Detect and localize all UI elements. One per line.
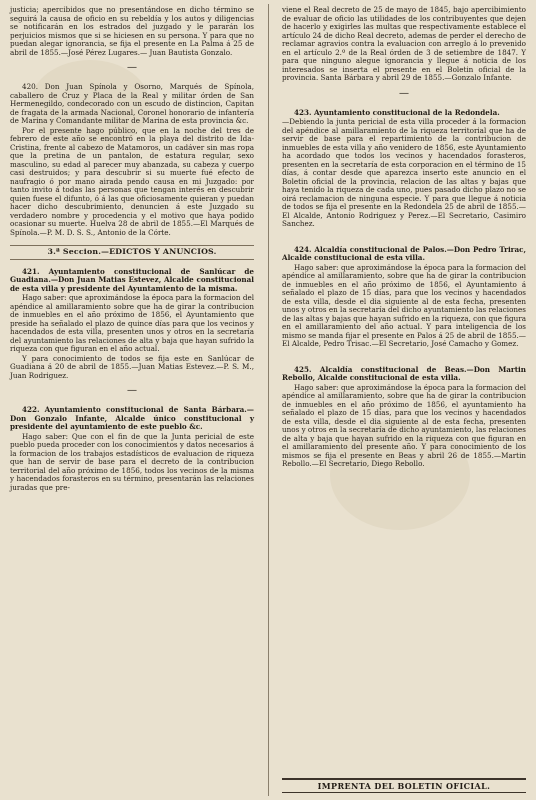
ornament-dash: — bbox=[127, 62, 137, 73]
notice-423-heading: 423. Ayuntamiento constitucional de la Redondela. bbox=[294, 107, 500, 117]
right-column bbox=[282, 6, 526, 470]
notice-421-body: Hago saber: que aproximándose la época para la formacion del apéndice al amillaramiento sobre que ha de girar la contribucion de inmuebles en el año próximo de 1856, el Ayuntamiento que preside ha señalado el plazo de quince días para que los vecinos y hacendados de esta villa, presenten unos y otros en la secretaría del ayuntamiento las relaciones de alta y baja que hayan sufrido la riqueza con que figuran en el año actual. bbox=[10, 293, 254, 353]
spacer bbox=[282, 350, 526, 366]
left-column bbox=[10, 6, 254, 493]
continuation-text: justicia; apercibidos que no presentándose en dicho término se seguirá la causa de oficio en su rebeldía y los autos y diligencias se notificarán en los estrados del juzgado y le pararán los perjuicios mismos que si se hiciesen en su persona. Y para que no puedan alegar ignorancia, se fija el presente en La Palma á 25 de abril de 1855.—José Pérez Lugares.— Juan Bautista Gonzalo. bbox=[10, 5, 254, 57]
notice-422-body: Hago saber: Que con el fin de que la Junta pericial de este pueblo pueda proceder con los conocimientos y datos necesarios á la formacion de los trabajos estadísticos de evaluacion de riqueza que han de servir de base para el decreto de la contribucion territorial del año próximo de 1856, todos los vecinos de la misma y hacendados forasteros en su término, presentarán las relaciones juradas que pre- bbox=[10, 431, 254, 492]
notice-421-close: Y para conocimiento de todos se fija este en Sanlúcar de Guadiana á 20 de abril de 1855.—Juan Matias Estevez.—P. S. M., Juan Rodriguez. bbox=[10, 353, 254, 380]
printer-footer: IMPRENTA DEL BOLETIN OFICIAL. bbox=[282, 778, 526, 793]
ornament-dash: — bbox=[127, 385, 137, 396]
section-heading: 3.ª Seccion.—EDICTOS Y ANUNCIOS. bbox=[10, 245, 254, 260]
notice-422-continuation: viene el Real decreto de 25 de mayo de 1845, bajo apercibimiento de evaluar de oficio las utilidades de los contribuyentes que dejen de hacerlo y exigirles las multas que respectivamente establece el artículo 24 de dicho Real decreto, ademas de perder el derecho de reclamar agravios contra la evaluacion con arreglo á lo prevenido en el artículo 2.º de la Real órden de 3 de setiembre de 1847. Y para que ninguno alegue ignorancia y llegue á noticia de los interesados se inserta el presente en el Boletin oficial de la provincia. Santa Bárbara y abril 29 de 1855.—Gonzalo Infante. bbox=[282, 5, 526, 82]
notice-422-heading: 422. Ayuntamiento constitucional de Santa Bárbara.—Don Gonzalo Infante, Alcalde único constitucional y presidente del ayuntamiento de este pueblo &c. bbox=[10, 405, 254, 431]
notice-425-body: Hago saber: que aproximándose la época para la formacion del apéndice al amillaramiento, sobre que ha de girar la contribucion de inmuebles en el año próximo de 1856, el ayuntamiento ha señalado el plazo de 15 días, para que los vecinos y hacendados de esta villa, desde el dia siguiente al de esta fecha, presenten unos y otros en la secretaría de dicho ayuntamiento, las relaciones de alta y baja que hayan sufrido en la riqueza con que figuran en el amillaramiento del presente año. Y para conocimiento de los mismos se fija el presente en Beas y abril 26 de 1855.—Martin Rebollo.—El Secretario, Diego Rebollo. bbox=[282, 382, 526, 468]
spacer bbox=[282, 230, 526, 246]
notice-421-heading: 421. Ayuntamiento constitucional de Sanlúcar de Guadiana.—Don Juan Matias Estevez, Alcalde constitucional de esta villa y presidente del Ayuntamiento de la misma. bbox=[10, 266, 254, 293]
column-divider bbox=[268, 4, 269, 796]
notice-424-heading: 424. Alcaldía constitucional de Palos.—Don Pedro Trirac, Alcalde constitucional de esta villa. bbox=[282, 244, 526, 262]
notice-423-body: —Debiendo la junta pericial de esta villa proceder á la formacion del apéndice al amillaramiento de la riqueza territorial que ha de servir de base para el repartimiento de la contribucion de inmuebles de esta villa y año venidero de 1856, este Ayuntamiento ha acordado que todos los vecinos y hacendados forasteros, presenten en la secretaría de esta corporacion en el término de 15 días, á contar desde que aparezca inserto este anuncio en el Boletin oficial de la provincia, relacion de las altas y bajas que haya tenido la riqueza de cada uno, pues pasado dicho plazo no se oirá reclamacion de ninguna especie. Y para que llegue á noticia de todos se fija el presente en la Redondela 25 de abril de 1855.—El Alcalde, Antonio Rodriguez y Perez.—El Secretario, Casimiro Sanchez. bbox=[282, 117, 526, 228]
notice-420-heading: 420. Don Juan Spínola y Osorno, Marqués de Spínola, caballero de Cruz y Placa de la Real y militar órden de San Hermenegildo, condecorado con un escudo de distincion, Capitan de fragata de la armada Nacional, Coronel honorario de infantería de Marina y Comandante militar de Marina de esta provincia &c. bbox=[10, 82, 254, 125]
ornament-dash: — bbox=[399, 87, 409, 99]
notice-420-body: Por el presente hago público, que en la noche del tres de febrero de este año se encontró en la playa del distrito de Ida-Cristina, frente al cabezo de Matamoros, un cadáver sin mas ropa que la pretina de un pantalon, de estatura regular, sexo masculino, su edad al parecer muy abanzada, su cabeza y cuerpo casi destruidos; y para descubrir si su muerte fué efecto de naufragio ó por mano airada pendo causa en mi Juzgado: por tanto invito á todas las personas que tengan interés en descubrir quien fuese el difunto, ó á las que oficiosamente quieran y puedan hacer dicho descubrimiento, denuncien á este Juzgado su verdadero nombre y procedencia y el motivo que haya podido ocasionar su muerte. Huelva 28 de abril de 1855.—El Marqués de Spínola.—P. M. D. S. S., Antonio de la Córte. bbox=[10, 125, 254, 237]
notice-424-body: Hago saber: que aproximándose la época para la formacion del apéndice al amillaramiento, sobre que ha de girar la contribucion de inmuebles en el año próximo de 1856, el Ayuntamiento á señalado el plazo de 15 días, para que los vecinos y hacendados de esta villa, desde el dia siguiente al de esta fecha, presenten unos y otros en la secretaría del dicho ayuntamiento las relaciones de las altas y bajas que hayan sufrido en la riqueza, con que figura en el amillaramiento del año actual. Y para inteligencia de los mismo se manda fijar el presente en Palos á 25 de abril de 1855.—El Alcalde, Pedro Trisac.—El Secretario, José Camacho y Gomez. bbox=[282, 262, 526, 348]
notice-425-heading: 425. Alcaldía constitucional de Beas.—Don Martin Rebollo, Alcalde constitucional de esta villa. bbox=[282, 364, 526, 382]
